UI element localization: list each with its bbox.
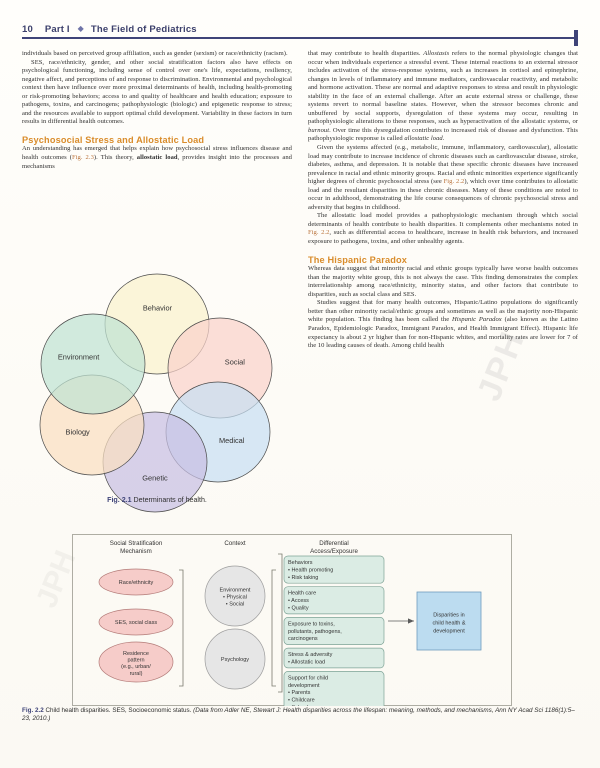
- flowchart-exposure-line: • Parents: [288, 690, 311, 697]
- text-run: (also known as the Latino Paradox, Epidemiologic Paradox, Immigrant Paradox, and Health Immigrant Effect). Hispanic life expectancy is about 2 yr higher than for non-Hispanic whites, and mortality rates are lower for 7 of the 10 leading causes of death. Among child health: [308, 316, 579, 350]
- flowchart-bracket-exposure-open: [278, 554, 282, 692]
- text-run: Studies suggest that for many health outcomes, Hispanic/Latino populations do significantly better than other minority racial/ethnic groups and sometimes as well as the majority non-Hispanic white population. This finding has been called the: [308, 299, 578, 324]
- flowchart-stratification-line: SES, social class: [114, 620, 158, 626]
- text-run: ), which over time contributes to allostatic load and the resultant disparities in these chronic diseases. Many of these conditions are noted to occur in adulthood, demonstrating the life course consequences of chronic psychosocial stress and adversity that begins in childhood.: [308, 178, 579, 211]
- term-allostatic-load: allostatic load: [404, 135, 443, 143]
- figure-2-2-title: Child health disparities.: [45, 707, 111, 714]
- venn-label-biology: Biology: [65, 427, 90, 437]
- flowchart-stratification-line: (e.g., urban/: [121, 664, 151, 671]
- page-number: 10: [22, 24, 33, 35]
- term-burnout: burnout: [308, 126, 330, 134]
- flowchart-arrow-head-icon: [408, 618, 414, 623]
- venn-label-medical: Medical: [218, 435, 245, 445]
- watermark: JPH: [470, 325, 533, 407]
- flowchart-column-heading: Access/Exposure: [310, 548, 358, 555]
- flowchart-exposure-line: • Allostatic load: [288, 659, 326, 666]
- flowchart-exposure-line: carcinogens: [288, 636, 318, 643]
- flowchart-exposure-line: Behaviors: [288, 560, 313, 566]
- flowchart-exposure-line: Health care: [288, 590, 317, 597]
- flowchart-context-line: Environment: [219, 587, 251, 594]
- flowchart-svg: [72, 534, 512, 706]
- figure-2-1-label: Fig. 2.1: [107, 496, 132, 504]
- paragraph: [308, 212, 578, 246]
- figure-2-2-flowchart: [72, 534, 512, 706]
- figure-2-2-label: Fig. 2.2: [22, 707, 44, 714]
- venn-circle-environment: [41, 314, 145, 414]
- diamond-icon: ◆: [77, 24, 84, 33]
- text-run: .: [442, 135, 445, 143]
- paragraph: [308, 50, 578, 144]
- text-run: , provides insight into the processes and mechanisms: [22, 154, 292, 170]
- text-run: that may contribute to health disparities.: [308, 50, 424, 57]
- right-text-column: [308, 50, 578, 351]
- flowchart-context-line: • Physical: [223, 594, 247, 601]
- left-text-column: [22, 50, 292, 171]
- header-rule-cap: [574, 30, 578, 46]
- flowchart-stratification-line: rural): [129, 670, 143, 677]
- figure-2-1-caption: [24, 496, 290, 504]
- venn-svg: [24, 252, 290, 514]
- figure-2-1-venn-diagram: [24, 252, 290, 514]
- part-label: Part I: [44, 24, 70, 35]
- figure-cross-reference[interactable]: Fig. 2.2: [443, 178, 465, 186]
- text-run: , such as differential access to healthcare, increase in health risk behaviors, and increased exposure to pathogens, toxins, and other unhealthy agents.: [308, 229, 579, 246]
- flowchart-outcome-line: development: [433, 628, 465, 635]
- watermark-secondary: JPH: [30, 545, 83, 613]
- figure-cross-reference[interactable]: Fig. 2.3: [72, 154, 94, 162]
- paragraph: SES, race/ethnicity, gender, and other social stratification factors also have effects on psychological functioning, including sense of control over one's life, expectations, resiliency, negative affect, and perceptions of and response to discrimination. Environmental and psychological context then have influence over more proximal determinants of health, including health-promoting or risk-promoting behaviors; access to and quality of healthcare and health education; exposure to pathogens, toxins, and carcinogens; pathophysiologic (biologic) and epigenetic response to stress; and the resources available to support optimal child development. Variability in these factors in turn results in differential health outcomes.: [22, 58, 292, 126]
- text-run: The allostatic load model provides a pathophysiologic mechanism through which social determinants of health contribute to health disparities. It complements other mechanisms noted in: [308, 212, 578, 228]
- flowchart-column-heading: Social Stratification: [109, 540, 163, 547]
- flowchart-exposure-line: • Childcare: [288, 697, 315, 704]
- flowchart-exposure-line: pollutants, pathogens,: [288, 628, 342, 635]
- flowchart-exposure-line: Support for child: [288, 675, 329, 682]
- figure-2-2-source: (Data from Adler NE, Stewart J: Health disparities across the lifespan: meaning, methods, and mechanisms, Ann NY Acad Sci 1186(1):5–23, 2010.): [22, 707, 575, 723]
- flowchart-exposure-line: • Health promoting: [288, 567, 334, 574]
- section-heading-allostatic: Psychosocial Stress and Allostatic Load: [22, 134, 205, 145]
- flowchart-outcome-line: Disparities in: [433, 612, 465, 619]
- paragraph: [22, 145, 292, 171]
- flowchart-column-heading: Mechanism: [120, 548, 152, 555]
- figure-2-2-caption: [22, 707, 578, 724]
- venn-label-environment: Environment: [57, 352, 100, 362]
- venn-label-social: Social: [224, 357, 245, 367]
- flowchart-exposure-line: Stress & adversity: [288, 652, 333, 659]
- flowchart-exposure-line: • Access: [288, 598, 309, 605]
- paragraph: [308, 144, 578, 212]
- text-run: Given the systems affected (e.g., metabolic, immune, inflammatory, cardiovascular), allostatic load may contribute to increase incidence of chronic diseases such as cardiovascular disease, stroke, diabetes, asthma, and depression. It is notable that these specific chronic diseases have increased prevalence in racial and ethnic minority groups. Racial and ethnic minorities experience significantly higher degrees of chronic psychosocial stress (see: [308, 144, 578, 186]
- venn-label-genetic: Genetic: [142, 473, 168, 483]
- venn-label-behavior: Behavior: [142, 303, 173, 313]
- figure-2-2-abbrev: SES, Socioeconomic status.: [112, 707, 192, 714]
- section-heading-hispanic-paradox: The Hispanic Paradox: [308, 254, 407, 265]
- paragraph: Whereas data suggest that minority racial and ethnic groups typically have worse health outcomes than the majority white group, this is not always the case. This finding demonstrates the complex interrelationship among race/ethnicity, minority status, and other factors that contribute to disparities, such as social class and SES.: [308, 265, 578, 298]
- flowchart-exposure-line: • Quality: [288, 605, 309, 612]
- flowchart-context-line: • Social: [225, 601, 245, 608]
- paragraph: individuals based on perceived group affiliation, such as gender (sexism) or race/ethnicity (racism).: [22, 50, 288, 57]
- flowchart-column-heading: Context: [224, 540, 246, 547]
- term-hispanic-paradox: Hispanic Paradox: [452, 316, 502, 324]
- flowchart-stratification-line: Race/ethnicity: [118, 580, 154, 586]
- flowchart-context-line: Psychology: [220, 657, 250, 663]
- flowchart-exposure-line: Exposure to toxins,: [288, 621, 335, 628]
- figure-2-1-caption-text: Determinants of health.: [133, 496, 207, 504]
- flowchart-stratification-line: pattern: [127, 657, 145, 664]
- term-allostatic-load: allostatic load: [136, 154, 178, 162]
- flowchart-outcome-line: child health &: [432, 620, 466, 627]
- text-run: . Over time this dysregulation contributes to increased risk of disease and dysfunction. This pathophysiologic response is called: [308, 126, 578, 143]
- running-title: The Field of Pediatrics: [90, 24, 197, 35]
- text-run: refers to the normal physiologic changes that occur when individuals experience a stressful event. These internal reactions to an external stressor includes activation of the stress-response systems, such as increases in cortisol and epinephrine, changes in levels of inflammatory and immune mediators, cardiovascular reactivity, and metabolic and hormone activation. These are normal and adaptive responses to stress and result in physiologic stability in the face of an external challenge. After an acute external stress or challenge, these systems revert to normal baseline states. However, when the stressor becomes chronic and unbuffered by social supports, dysregulation of these systems may occur, resulting in pathophysiologic alterations to these responses, such as hyperactivation of the allostatic systems, or: [308, 50, 578, 126]
- figure-cross-reference[interactable]: Fig. 2.2: [308, 229, 330, 237]
- flowchart-exposure-line: • Risk taking: [288, 574, 319, 581]
- flowchart-stratification-line: Residence: [123, 651, 149, 657]
- flowchart-bracket-context: [272, 570, 276, 686]
- term-allostasis: Allostasis: [423, 50, 450, 57]
- paragraph: [308, 299, 578, 350]
- text-run: An understanding has emerged that helps explain how psychosocial stress influences disease and health outcomes (: [22, 145, 292, 162]
- text-run: ). This theory,: [93, 154, 137, 162]
- header-rule: [22, 37, 578, 39]
- flowchart-bracket-stratification: [179, 570, 183, 686]
- flowchart-exposure-line: [288, 705, 311, 706]
- flowchart-column-heading: Differential: [319, 540, 349, 547]
- flowchart-exposure-line: development: [288, 682, 320, 689]
- running-head: [22, 24, 578, 35]
